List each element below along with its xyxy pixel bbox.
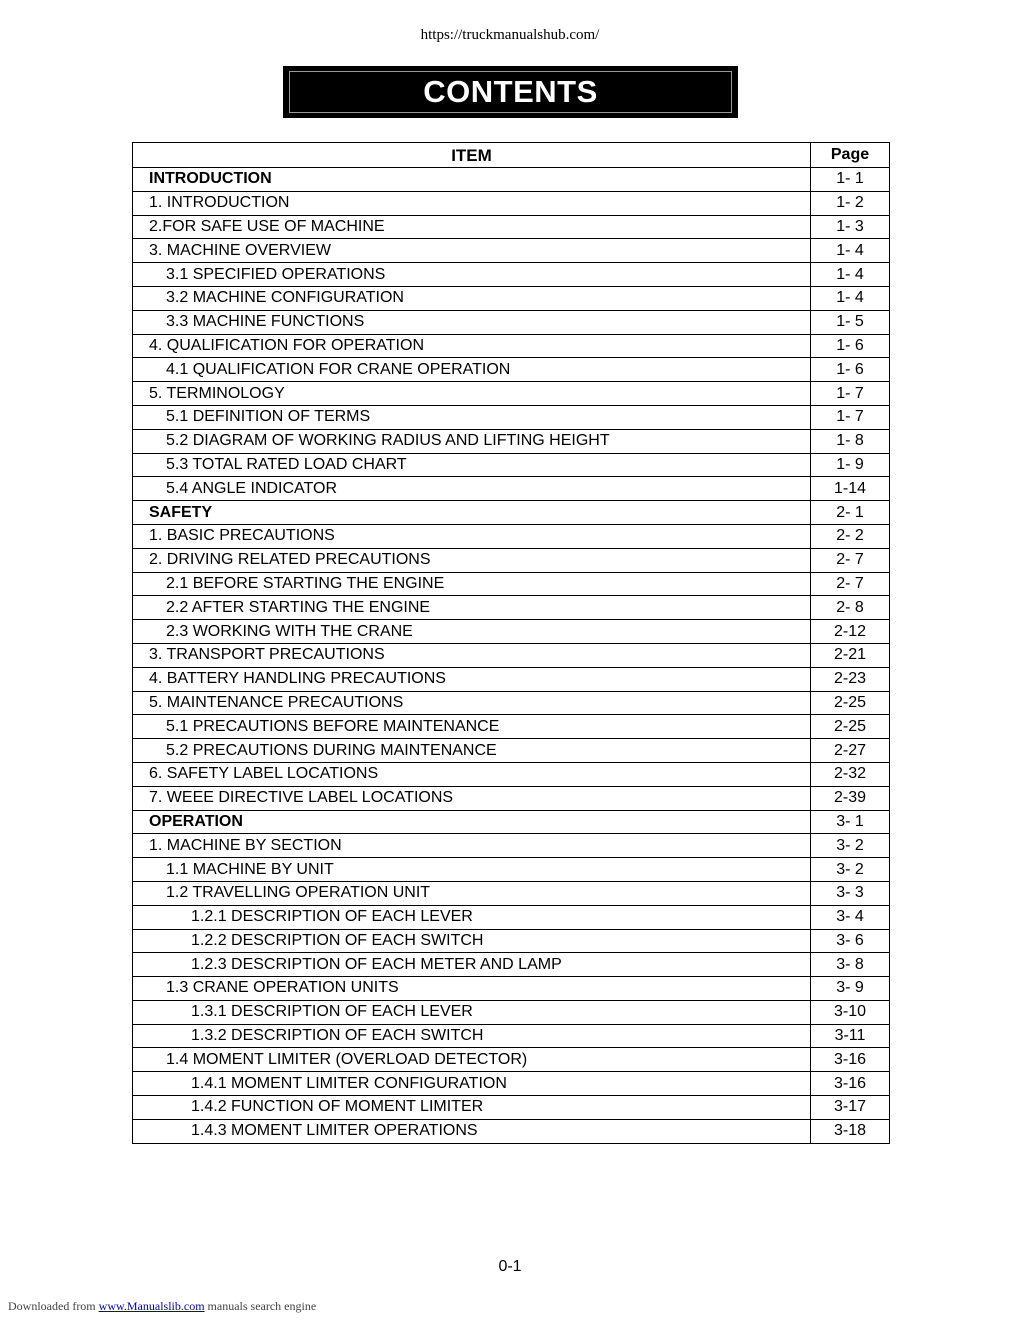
- toc-entry-label: 3. TRANSPORT PRECAUTIONS: [133, 643, 811, 667]
- toc-entry-page: 3-11: [811, 1024, 890, 1048]
- table-row: [133, 881, 890, 905]
- table-row: [133, 739, 890, 763]
- toc-entry-page: 3- 8: [811, 953, 890, 977]
- table-row: [133, 786, 890, 810]
- toc-entry-page: 1- 1: [811, 168, 890, 192]
- toc-entry-page: 1- 7: [811, 405, 890, 429]
- table-row: [133, 1000, 890, 1024]
- toc-entry-label: 1.4 MOMENT LIMITER (OVERLOAD DETECTOR): [133, 1048, 811, 1072]
- column-header-item: ITEM: [133, 143, 811, 168]
- table-row: [133, 691, 890, 715]
- table-row: [133, 501, 890, 525]
- toc-entry-page: 2-32: [811, 762, 890, 786]
- toc-entry-page: 2-25: [811, 715, 890, 739]
- toc-entry-label: 5.1 PRECAUTIONS BEFORE MAINTENANCE: [133, 715, 811, 739]
- table-row: [133, 524, 890, 548]
- toc-entry-label: 1.4.3 MOMENT LIMITER OPERATIONS: [133, 1119, 811, 1143]
- toc-entry-page: 3-16: [811, 1048, 890, 1072]
- toc-entry-label: 4.1 QUALIFICATION FOR CRANE OPERATION: [133, 358, 811, 382]
- toc-entry-label: 1.2.1 DESCRIPTION OF EACH LEVER: [133, 905, 811, 929]
- download-footer: [8, 1299, 316, 1314]
- toc-entry-label: 5. TERMINOLOGY: [133, 382, 811, 406]
- toc-entry-page: 3-10: [811, 1000, 890, 1024]
- table-row: [133, 858, 890, 882]
- table-row: [133, 310, 890, 334]
- toc-entry-label: 2. DRIVING RELATED PRECAUTIONS: [133, 548, 811, 572]
- table-row: [133, 358, 890, 382]
- table-row: [133, 334, 890, 358]
- toc-entry-label: 3.3 MACHINE FUNCTIONS: [133, 310, 811, 334]
- toc-entry-page: 3-18: [811, 1119, 890, 1143]
- table-row: [133, 1024, 890, 1048]
- toc-entry-page: 3- 1: [811, 810, 890, 834]
- toc-entry-label: 1.2 TRAVELLING OPERATION UNIT: [133, 881, 811, 905]
- table-row: [133, 905, 890, 929]
- section-heading: INTRODUCTION: [133, 168, 811, 192]
- toc-entry-page: 2-21: [811, 643, 890, 667]
- toc-entry-label: 1.1 MACHINE BY UNIT: [133, 858, 811, 882]
- toc-entry-page: 1- 7: [811, 382, 890, 406]
- footer-prefix: Downloaded from: [8, 1299, 96, 1313]
- toc-entry-page: 2- 7: [811, 548, 890, 572]
- toc-entry-page: 1- 2: [811, 191, 890, 215]
- table-row: [133, 239, 890, 263]
- section-heading: OPERATION: [133, 810, 811, 834]
- table-row: [133, 596, 890, 620]
- toc-entry-page: 1- 4: [811, 263, 890, 287]
- toc-entry-page: 3- 9: [811, 977, 890, 1001]
- header-url: https://truckmanualshub.com/: [420, 27, 600, 43]
- toc-entry-page: 1- 4: [811, 239, 890, 263]
- page-number: 0-1: [498, 1258, 522, 1275]
- table-row: [133, 405, 890, 429]
- toc-entry-page: 1- 6: [811, 358, 890, 382]
- toc-entry-page: 2- 1: [811, 501, 890, 525]
- contents-table: [132, 142, 890, 1144]
- toc-entry-label: 7. WEEE DIRECTIVE LABEL LOCATIONS: [133, 786, 811, 810]
- toc-entry-page: 3-16: [811, 1072, 890, 1096]
- table-row: [133, 168, 890, 192]
- footer-suffix: manuals search engine: [207, 1299, 317, 1313]
- toc-entry-label: 2.2 AFTER STARTING THE ENGINE: [133, 596, 811, 620]
- table-row: [133, 429, 890, 453]
- table-row: [133, 548, 890, 572]
- table-row: [133, 1119, 890, 1143]
- table-row: [133, 453, 890, 477]
- table-row: [133, 643, 890, 667]
- table-row: [133, 620, 890, 644]
- toc-entry-page: 3- 6: [811, 929, 890, 953]
- toc-entry-label: 1.2.2 DESCRIPTION OF EACH SWITCH: [133, 929, 811, 953]
- table-row: [133, 834, 890, 858]
- table-row: [133, 1096, 890, 1120]
- toc-entry-label: 5.2 PRECAUTIONS DURING MAINTENANCE: [133, 739, 811, 763]
- toc-entry-page: 2-23: [811, 667, 890, 691]
- toc-entry-label: 3.1 SPECIFIED OPERATIONS: [133, 263, 811, 287]
- table-row: [133, 286, 890, 310]
- manualslib-link[interactable]: www.Manualslib.com: [98, 1299, 205, 1313]
- toc-entry-label: 5.4 ANGLE INDICATOR: [133, 477, 811, 501]
- toc-entry-page: 3- 2: [811, 834, 890, 858]
- section-heading: SAFETY: [133, 501, 811, 525]
- toc-entry-label: 1.4.2 FUNCTION OF MOMENT LIMITER: [133, 1096, 811, 1120]
- table-row: [133, 953, 890, 977]
- toc-entry-page: 2-12: [811, 620, 890, 644]
- toc-entry-label: 5.3 TOTAL RATED LOAD CHART: [133, 453, 811, 477]
- toc-entry-label: 2.3 WORKING WITH THE CRANE: [133, 620, 811, 644]
- toc-entry-page: 3- 2: [811, 858, 890, 882]
- contents-table-body: [133, 168, 890, 1144]
- toc-entry-label: 2.FOR SAFE USE OF MACHINE: [133, 215, 811, 239]
- toc-entry-label: 5. MAINTENANCE PRECAUTIONS: [133, 691, 811, 715]
- toc-entry-page: 1- 8: [811, 429, 890, 453]
- table-row: [133, 382, 890, 406]
- toc-entry-label: 3. MACHINE OVERVIEW: [133, 239, 811, 263]
- toc-entry-page: 2-39: [811, 786, 890, 810]
- toc-entry-label: 5.2 DIAGRAM OF WORKING RADIUS AND LIFTING HEIGHT: [133, 429, 811, 453]
- toc-entry-page: 2- 2: [811, 524, 890, 548]
- toc-entry-page: 3- 4: [811, 905, 890, 929]
- contents-title-banner: [283, 66, 738, 118]
- table-row: [133, 215, 890, 239]
- toc-entry-label: 4. QUALIFICATION FOR OPERATION: [133, 334, 811, 358]
- table-row: [133, 1072, 890, 1096]
- table-row: [133, 477, 890, 501]
- table-row: [133, 667, 890, 691]
- toc-entry-page: 1- 9: [811, 453, 890, 477]
- toc-entry-label: 1. INTRODUCTION: [133, 191, 811, 215]
- toc-entry-page: 2-27: [811, 739, 890, 763]
- table-row: [133, 810, 890, 834]
- toc-entry-page: 2-25: [811, 691, 890, 715]
- toc-entry-page: 1- 5: [811, 310, 890, 334]
- toc-entry-label: 1.2.3 DESCRIPTION OF EACH METER AND LAMP: [133, 953, 811, 977]
- toc-entry-page: 1- 6: [811, 334, 890, 358]
- toc-entry-label: 5.1 DEFINITION OF TERMS: [133, 405, 811, 429]
- toc-entry-label: 6. SAFETY LABEL LOCATIONS: [133, 762, 811, 786]
- table-row: [133, 572, 890, 596]
- toc-entry-page: 1- 3: [811, 215, 890, 239]
- toc-entry-label: 3.2 MACHINE CONFIGURATION: [133, 286, 811, 310]
- table-row: [133, 263, 890, 287]
- table-row: [133, 715, 890, 739]
- column-header-page: Page: [811, 143, 890, 168]
- toc-entry-page: 1- 4: [811, 286, 890, 310]
- page-title: CONTENTS: [423, 74, 598, 109]
- toc-entry-label: 2.1 BEFORE STARTING THE ENGINE: [133, 572, 811, 596]
- toc-entry-label: 4. BATTERY HANDLING PRECAUTIONS: [133, 667, 811, 691]
- toc-entry-page: 3-17: [811, 1096, 890, 1120]
- toc-entry-label: 1.3.2 DESCRIPTION OF EACH SWITCH: [133, 1024, 811, 1048]
- toc-entry-page: 1-14: [811, 477, 890, 501]
- table-row: [133, 191, 890, 215]
- toc-entry-label: 1.3.1 DESCRIPTION OF EACH LEVER: [133, 1000, 811, 1024]
- table-row: [133, 762, 890, 786]
- toc-entry-page: 2- 8: [811, 596, 890, 620]
- toc-entry-page: 2- 7: [811, 572, 890, 596]
- toc-entry-label: 1.3 CRANE OPERATION UNITS: [133, 977, 811, 1001]
- toc-entry-page: 3- 3: [811, 881, 890, 905]
- toc-entry-label: 1.4.1 MOMENT LIMITER CONFIGURATION: [133, 1072, 811, 1096]
- table-row: [133, 1048, 890, 1072]
- toc-entry-label: 1. BASIC PRECAUTIONS: [133, 524, 811, 548]
- toc-entry-label: 1. MACHINE BY SECTION: [133, 834, 811, 858]
- table-header-row: [133, 143, 890, 168]
- table-row: [133, 977, 890, 1001]
- table-row: [133, 929, 890, 953]
